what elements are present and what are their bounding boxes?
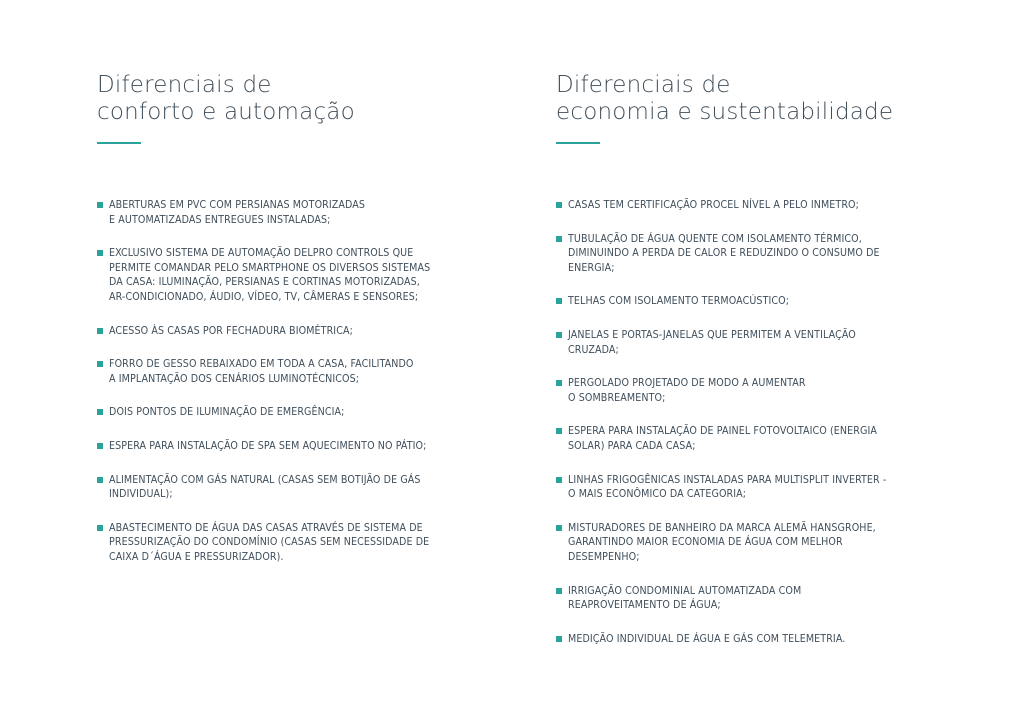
square-bullet-icon	[97, 250, 103, 256]
list-item-line: LINHAS FRIGOGÊNICAS INSTALADAS PARA MULTISPLIT INVERTER -	[568, 473, 887, 486]
title-line: economia e sustentabilidade	[556, 99, 894, 125]
list-item-line: ESPERA PARA INSTALAÇÃO DE SPA SEM AQUECIMENTO NO PÁTIO;	[109, 439, 427, 452]
list-item-line: DIMINUINDO A PERDA DE CALOR E REDUZINDO O CONSUMO DE	[568, 247, 880, 260]
list-item-line: MISTURADORES DE BANHEIRO DA MARCA ALEMÃ HANSGROHE,	[568, 521, 876, 534]
list-item-text	[109, 521, 430, 565]
square-bullet-icon	[556, 525, 562, 531]
title-line: Diferenciais de	[97, 72, 272, 98]
comfort-automation-section	[97, 72, 477, 563]
list-item	[97, 439, 430, 454]
square-bullet-icon	[556, 588, 562, 594]
list-item-text	[109, 405, 430, 420]
list-item-line: TUBULAÇÃO DE ÁGUA QUENTE COM ISOLAMENTO TÉRMICO,	[568, 232, 862, 245]
list-item	[97, 198, 430, 227]
square-bullet-icon	[97, 409, 103, 415]
list-item	[556, 632, 886, 647]
list-item-text	[109, 324, 430, 339]
square-bullet-icon	[97, 525, 103, 531]
square-bullet-icon	[97, 477, 103, 483]
list-item-text	[568, 632, 886, 647]
list-item-line: CASAS TEM CERTIFICAÇÃO PROCEL NÍVEL A PELO INMETRO;	[568, 199, 859, 211]
list-item	[556, 294, 886, 309]
square-bullet-icon	[556, 636, 562, 642]
list-item	[556, 473, 886, 502]
list-item-text	[568, 376, 886, 405]
list-item-line: ABASTECIMENTO DE ÁGUA DAS CASAS ATRAVÉS DE SISTEMA DE	[109, 521, 423, 534]
list-item-line: PRESSURIZAÇÃO DO CONDOMÍNIO (CASAS SEM NECESSIDADE DE	[109, 536, 430, 549]
square-bullet-icon	[556, 332, 562, 338]
list-item-line: O SOMBREAMENTO;	[568, 391, 666, 404]
list-item-line: ENERGIA;	[568, 261, 615, 274]
list-item-line: MEDIÇÃO INDIVIDUAL DE ÁGUA E GÁS COM TELEMETRIA.	[568, 632, 846, 645]
list-item	[97, 405, 430, 420]
title-underline	[97, 142, 141, 144]
comfort-feature-list	[97, 198, 430, 584]
title-line: Diferenciais de	[556, 72, 731, 98]
square-bullet-icon	[556, 298, 562, 304]
list-item	[97, 473, 430, 502]
list-item-text	[568, 473, 886, 502]
square-bullet-icon	[556, 380, 562, 386]
square-bullet-icon	[97, 443, 103, 449]
list-item-line: DA CASA: ILUMINAÇÃO, PERSIANAS E CORTINAS MOTORIZADAS,	[109, 276, 420, 289]
list-item-line: DESEMPENHO;	[568, 550, 640, 563]
section-title-comfort	[97, 72, 477, 126]
list-item-text	[568, 232, 886, 276]
list-item-line: ESPERA PARA INSTALAÇÃO DE PAINEL FOTOVOLTAICO (ENERGIA	[568, 425, 877, 438]
list-item	[556, 232, 886, 276]
list-item	[97, 521, 430, 565]
list-item-line: AR-CONDICIONADO, ÁUDIO, VÍDEO, TV, CÂMERAS E SENSORES;	[109, 290, 419, 303]
economy-feature-list	[556, 198, 886, 665]
list-item-line: O MAIS ECONÔMICO DA CATEGORIA;	[568, 488, 747, 501]
list-item-line: CAIXA D´ÁGUA E PRESSURIZADOR).	[109, 550, 284, 563]
list-item-line: TELHAS COM ISOLAMENTO TERMOACÚSTICO;	[568, 295, 790, 308]
list-item	[556, 198, 886, 213]
list-item-line: EXCLUSIVO SISTEMA DE AUTOMAÇÃO DELPRO CONTROLS QUE	[109, 247, 414, 260]
square-bullet-icon	[97, 328, 103, 334]
economy-sustainability-section	[556, 72, 936, 645]
square-bullet-icon	[556, 428, 562, 434]
square-bullet-icon	[556, 477, 562, 483]
list-item	[97, 324, 430, 339]
list-item-text	[568, 424, 886, 453]
list-item-text	[109, 473, 430, 502]
list-item-line: INDIVIDUAL);	[109, 488, 173, 501]
title-underline	[556, 142, 600, 144]
square-bullet-icon	[97, 202, 103, 208]
list-item-line: REAPROVEITAMENTO DE ÁGUA;	[568, 599, 721, 612]
list-item-line: FORRO DE GESSO REBAIXADO EM TODA A CASA, FACILITANDO	[109, 358, 414, 371]
list-item	[556, 376, 886, 405]
list-item-line: JANELAS E PORTAS-JANELAS QUE PERMITEM A VENTILAÇÃO	[568, 328, 856, 341]
list-item-line: IRRIGAÇÃO CONDOMINIAL AUTOMATIZADA COM	[568, 584, 802, 597]
list-item-line: PERGOLADO PROJETADO DE MODO A AUMENTAR	[568, 377, 806, 390]
list-item	[556, 328, 886, 357]
section-title-economy	[556, 72, 936, 126]
list-item-text	[109, 246, 430, 304]
square-bullet-icon	[97, 361, 103, 367]
list-item-line: E AUTOMATIZADAS ENTREGUES INSTALADAS;	[109, 213, 331, 226]
list-item-line: ACESSO ÀS CASAS POR FECHADURA BIOMÉTRICA;	[109, 324, 353, 337]
list-item-text	[568, 198, 886, 213]
list-item-line: GARANTINDO MAIOR ECONOMIA DE ÁGUA COM MELHOR	[568, 536, 843, 549]
list-item	[97, 357, 430, 386]
list-item-line: DOIS PONTOS DE ILUMINAÇÃO DE EMERGÊNCIA;	[109, 406, 345, 419]
list-item-line: CRUZADA;	[568, 343, 619, 356]
list-item-line: SOLAR) PARA CADA CASA;	[568, 439, 696, 452]
list-item-line: A IMPLANTAÇÃO DOS CENÁRIOS LUMINOTÉCNICOS;	[109, 372, 360, 385]
square-bullet-icon	[556, 236, 562, 242]
list-item-line: ALIMENTAÇÃO COM GÁS NATURAL (CASAS SEM BOTIJÃO DE GÁS	[109, 473, 421, 486]
list-item	[97, 246, 430, 304]
list-item-text	[568, 584, 886, 613]
list-item-text	[109, 439, 430, 454]
list-item-text	[109, 198, 430, 227]
list-item	[556, 424, 886, 453]
list-item-text	[109, 357, 430, 386]
list-item	[556, 521, 886, 565]
square-bullet-icon	[556, 202, 562, 208]
list-item	[556, 584, 886, 613]
list-item-line: ABERTURAS EM PVC COM PERSIANAS MOTORIZADAS	[109, 199, 366, 211]
list-item-line: PERMITE COMANDAR PELO SMARTPHONE OS DIVERSOS SISTEMAS	[109, 261, 431, 274]
list-item-text	[568, 328, 886, 357]
title-line: conforto e automação	[97, 99, 355, 125]
list-item-text	[568, 294, 886, 309]
list-item-text	[568, 521, 886, 565]
